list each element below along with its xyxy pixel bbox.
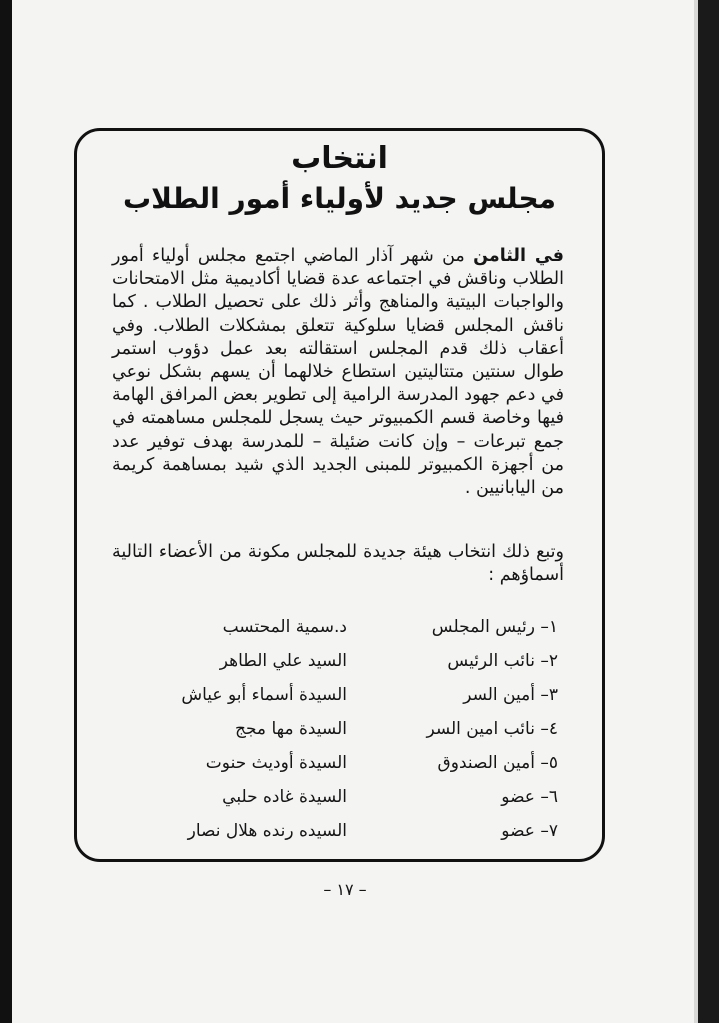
member-name: السيدة أسماء أبو عياش: [181, 685, 347, 705]
member-name: السيد علي الطاهر: [219, 651, 347, 671]
article-paragraph-1: [112, 245, 564, 500]
member-role: ٥– أمين الصندوق: [437, 753, 558, 773]
paragraph-lead-words: في الثامن: [473, 246, 564, 266]
member-row: [80, 651, 600, 677]
member-row: [80, 821, 600, 847]
page-number: – ١٧ –: [323, 880, 367, 899]
member-row: [80, 617, 600, 643]
article-title-line1: انتخاب: [291, 141, 388, 176]
member-role: ٧– عضو: [501, 821, 558, 841]
member-row: [80, 685, 600, 711]
member-role: ٣– أمين السر: [463, 685, 558, 705]
book-spine-edge: [694, 0, 719, 1023]
member-row: [80, 719, 600, 745]
member-name: السيدة مها مجج: [234, 719, 347, 739]
member-role: ٢– نائب الرئيس: [447, 651, 558, 671]
member-name: السيده رنده هلال نصار: [187, 821, 347, 841]
member-role: ١– رئيس المجلس: [431, 617, 558, 637]
member-row: [80, 787, 600, 813]
member-role: ٦– عضو: [501, 787, 558, 807]
member-row: [80, 753, 600, 779]
member-name: د.سمية المحتسب: [222, 617, 347, 637]
member-name: السيدة غاده حلبي: [222, 787, 347, 807]
article-title-line2: مجلس جديد لأولياء أمور الطلاب: [123, 182, 556, 215]
article-paragraph-2: وتبع ذلك انتخاب هيئة جديدة للمجلس مكونة من الأعضاء التالية أسماؤهم :: [112, 542, 564, 586]
member-name: السيدة أوديث حنوت: [205, 753, 347, 773]
paragraph-1-text: من شهر آذار الماضي اجتمع مجلس أولياء أمور الطلاب وناقش في اجتماعه عدة قضايا أكاديمية مثل الامتحانات والواجبات البيتية والمناهج وأثر ذلك على تحصيل الطلاب . كما ناقش المجلس قضايا سلوكية تتعلق بمشكلات الطلاب. وفي أعقاب ذلك قدم المجلس استقالته بعد عمل دؤوب استمر طوال سنتين متتاليتين استطاع خلالهما أن يسهم بشكل نوعي في دعم جهود المدرسة الرامية إلى تطوير بعض المرافق الهامة فيها وخاصة قسم الكمبيوتر حيث يسجل للمجلس مساهمته في جمع تبرعات – وإن كانت ضئيلة – للمدرسة بهدف توفير عدد من أجهزة الكمبيوتر للمبنى الجديد الذي شيد بمساهمة كريمة من اليابانيين .: [112, 246, 564, 499]
member-role: ٤– نائب امين السر: [426, 719, 558, 739]
